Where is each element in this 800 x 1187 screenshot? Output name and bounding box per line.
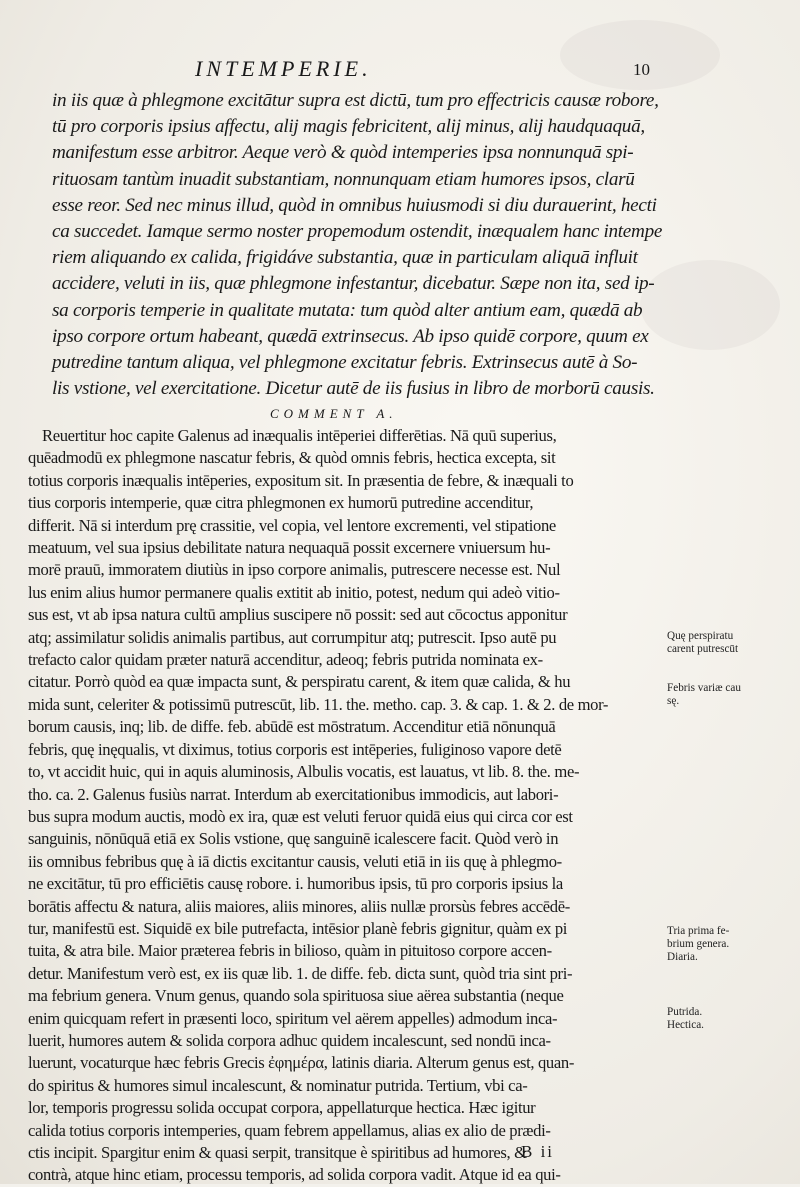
text-line: detur. Manifestum verò est, ex iis quæ lib. 1. de diffe. feb. dicta sunt, quòd tria sint pri-: [28, 963, 573, 983]
margin-note-febris-causae: [667, 682, 792, 708]
margin-note-line: Diaria.: [667, 951, 698, 963]
galen-text-italic: [52, 88, 664, 402]
section-heading: COMMENT A.: [270, 406, 398, 421]
text-line: febris, quę inęqualis, vt diximus, totius corporis est intēperies, fuliginoso vapore detē: [28, 739, 562, 759]
text-line: sanguinis, nōnūquā etiā ex Solis vstione, quę sanguinē icalescere facit. Quòd verò in: [28, 829, 559, 849]
text-line: ne excitātur, tū pro efficiētis causę robore. i. humoribus ipsis, tū pro corporis ipsius la: [28, 874, 563, 894]
text-line: lis vstione, vel exercitatione. Dicetur autē de iis fusius in libro de morborū causis.: [52, 378, 655, 400]
text-line: bus supra modum auctis, modò ex ira, quæ est veluti feruor quidā eius qui circa cor est: [28, 806, 573, 826]
margin-note-perspiratu: [667, 630, 792, 656]
text-line: atq; assimilatur solidis animalis partibus, aut corrumpitur atq; putrescit. Ipso autē pu: [28, 627, 557, 647]
margin-note-putrida-hectica: [667, 1006, 792, 1032]
margin-note-line: Tria prima fe-: [667, 925, 730, 937]
text-line: mida sunt, celeriter & potissimū putrescūt, lib. 11. the. metho. cap. 3. & cap. 1. & 2. de mor-: [28, 694, 609, 714]
text-line: totius corporis inæqualis intēperies, expositum sit. In præsentia de febre, & inæquali to: [28, 470, 574, 490]
text-line: luerunt, vocaturque hæc febris Grecis ἐφημέρα, latinis diaria. Alterum genus est, quan-: [28, 1053, 575, 1073]
commentary-text: [28, 425, 668, 1187]
margin-note-line: Febris variæ cau: [667, 682, 741, 694]
text-line: manifestum esse arbitror. Aeque verò & quòd intemperies ipsa nonnunquā spi-: [52, 142, 634, 164]
page-header: [0, 54, 800, 84]
text-line: enim quicquam refert in præsenti loco, spiritum vel aërem appelles) admodum inca-: [28, 1008, 558, 1028]
text-line: contrà, atque hinc etiam, processu temporis, ad solida corpora vadit. Atque id ea qui-: [28, 1165, 561, 1185]
text-line: borātis affectu & natura, aliis maiores, aliis minores, aliis nullæ prorsùs febres accēdē-: [28, 896, 570, 916]
text-line: differit. Nā si interdum prę crassitie, vel copia, vel lentore excrementi, vel stipatione: [28, 515, 556, 535]
text-line: meatuum, vel sua ipsius debilitate natura nequaquā possit excernere vniuersum hu-: [28, 538, 551, 558]
text-line: rituosam tantùm inuadit substantiam, nonnunquam etiam humores ipsos, clarū: [52, 168, 635, 190]
text-line: iis omnibus febribus quę à iā dictis excitantur causis, veluti etiā in iis quę à phlegmo-: [28, 851, 562, 871]
text-line: lor, temporis progressu solida occupat corpora, appellaturque hectica. Hæc igitur: [28, 1098, 536, 1118]
running-head: INTEMPERIE.: [195, 56, 372, 81]
text-line: ipso corpore ortum habeant, quædā extrinsecus. Ab ipso quidē corpore, quum ex: [52, 325, 649, 347]
text-line: esse reor. Sed nec minus illud, quòd in omnibus huiusmodi si diu durauerint, hecti: [52, 194, 657, 216]
text-line: putredine tantum aliqua, vel phlegmone excitatur febris. Extrinsecus autē à So-: [52, 352, 638, 374]
margin-note-line: carent putrescūt: [667, 643, 739, 655]
text-line: to, vt accidit huic, qui in aquis aluminosis, Albulis vocatis, est lauatus, vt lib. 8. the. me-: [28, 762, 580, 782]
text-line: Reuertitur hoc capite Galenus ad inæqualis intēperiei differētias. Nā quū superius,: [42, 426, 557, 445]
text-line: ma febrium genera. Vnum genus, quando sola spirituosa siue aërea substantia (neque: [28, 986, 564, 1006]
margin-note-febrium-genera: [667, 925, 792, 964]
margin-note-line: Quę perspiratu: [667, 630, 734, 642]
text-line: quēadmodū ex phlegmone nascatur febris, & quòd omnis febris, hectica excepta, sit: [28, 448, 556, 468]
text-line: calida totius corporis intemperies, quam febrem appellamus, alias ex alio de prædi-: [28, 1120, 551, 1140]
text-line: ca succedet. Iamque sermo noster propemodum ostendit, inæqualem hanc intempe: [52, 221, 663, 243]
text-line: ctis incipit. Spargitur enim & quasi serpit, transitque è spiritibus ad humores, &: [28, 1143, 527, 1162]
text-line: citatur. Porrò quòd ea quæ impacta sunt, & perspiratu carent, & item quæ calida, & hu: [28, 672, 571, 692]
text-line: tho. ca. 2. Galenus fusiùs narrat. Interdum ab exercitationibus immodicis, aut labori-: [28, 784, 559, 804]
text-line: riem aliquando ex calida, frigidáve substantia, quæ in particulam aliquā influit: [52, 247, 638, 269]
text-line: luerit, humores autem & solida corpora adhuc quidem incalescunt, sed nondū inca-: [28, 1030, 551, 1050]
page-number: 10: [633, 60, 650, 79]
text-line: tuita, & atra bile. Maior præterea febris in bilioso, quàm in pituitoso corpore accen-: [28, 941, 552, 961]
text-line: tur, manifestū est. Siquidē ex bile putrefacta, intēsior planè febris gignitur, quàm ex pi: [28, 918, 568, 938]
text-line: tius corporis intemperie, quæ citra phlegmonen ex humorū putredine accenditur,: [28, 493, 534, 513]
text-line: morē prauū, immoratem diutiùs in ipso corpore animalis, putrescere necesse est. Nul: [28, 560, 561, 580]
text-line: trefacto calor quidam præter naturā accenditur, adeoq; febris putrida nominata ex-: [28, 650, 543, 670]
text-line: lus enim alius humor permanere qualis extitit ab initio, potest, nedum qui adeò vitio-: [28, 582, 560, 602]
text-line: sus est, vt ab ipsa natura cultū amplius suscipere nō possit: sed aut cōcoctus apponitur: [28, 605, 568, 625]
text-line: tū pro corporis ipsius affectu, alij magis febricitent, alij minus, alij haudquaquā,: [52, 116, 645, 138]
text-line: do spiritus & humores simul incalescunt, & nominatur putrida. Tertium, vbi ca-: [28, 1075, 528, 1095]
signature-mark: B ii: [521, 1142, 555, 1161]
text-line: in iis quæ à phlegmone excitātur supra est dictū, tum pro effectricis causæ robore,: [52, 90, 659, 111]
text-line: accidere, veluti in iis, quæ phlegmone infestantur, dicebatur. Sæpe non ita, sed ip-: [52, 273, 655, 295]
margin-note-line: Putrida.: [667, 1006, 703, 1018]
margin-note-line: sę.: [667, 695, 680, 707]
text-line: sa corporis temperie in qualitate mutata: tum quòd alter antium eam, quædā ab: [52, 299, 643, 321]
margin-note-line: brium genera.: [667, 938, 730, 950]
text-line: borum causis, inq; lib. de diffe. feb. abūdē est mōstratum. Accenditur etiā nōnunquā: [28, 717, 556, 737]
margin-note-line: Hectica.: [667, 1019, 704, 1031]
